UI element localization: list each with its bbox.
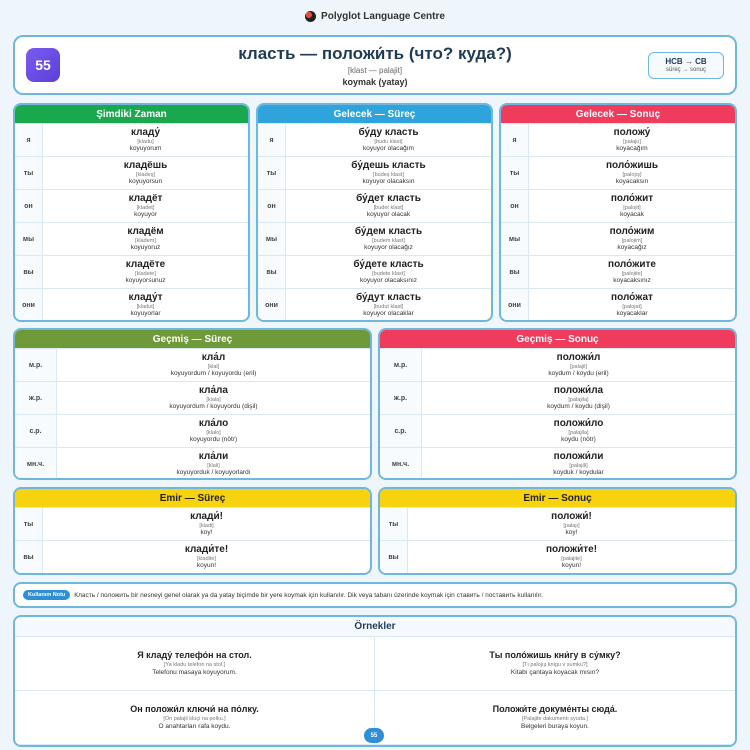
verb-form: клади́! [190, 511, 223, 523]
brand-name: Polyglot Language Centre [321, 11, 445, 22]
page-number: 55 [364, 728, 384, 743]
verb-form: бу́дут класть [355, 292, 422, 304]
conjugation-row [15, 348, 370, 381]
conjugation-row [15, 222, 248, 255]
conjugation-row [15, 189, 248, 222]
conjugation-cell [422, 415, 735, 447]
pronoun-label: с.р. [380, 415, 422, 447]
pronoun-label: ты [501, 157, 529, 189]
transliteration: [palajila] [568, 396, 589, 403]
verb-form: бу́ду класть [358, 127, 419, 139]
transliteration: [klalo] [206, 429, 221, 436]
conjugation-row [501, 123, 735, 156]
panel-imperative-result [378, 487, 737, 575]
translation: koyuyor olacaksın [362, 178, 415, 186]
translation: koyuyorum [129, 145, 162, 153]
example-transliteration: [Tı palojış knigu v sumku?] [522, 661, 588, 668]
pronoun-label: мы [501, 223, 529, 255]
translation: koyun! [561, 562, 582, 570]
aspect-pair: НСВ → СВ [665, 57, 707, 66]
transliteration: [palojite] [621, 270, 643, 277]
example-translation: Kitabı çantaya koyacak mısın? [510, 668, 600, 676]
panel-imperative-process [13, 487, 372, 575]
conjugation-row [15, 447, 370, 480]
conjugation-cell [422, 382, 735, 414]
example-translation: Telefonu masaya koyuyorum. [152, 668, 237, 676]
conjugation-row [380, 381, 735, 414]
translation: koyuyor olacaksınız [359, 277, 418, 285]
verb-meaning: koymak (yatay) [342, 77, 408, 87]
conjugation-row [258, 222, 491, 255]
transliteration: [palajil] [569, 363, 588, 370]
conjugation-row [380, 447, 735, 480]
pronoun-label: они [15, 289, 43, 321]
conjugation-cell [43, 541, 370, 573]
transliteration: [budete klast] [372, 270, 405, 277]
conjugation-cell [57, 448, 370, 480]
example-sentence: Я кладу́ телефо́н на стол. [137, 649, 252, 660]
example-item [15, 637, 375, 691]
conjugation-row [15, 414, 370, 447]
brand-logo-icon [305, 11, 316, 22]
pronoun-label: ты [380, 508, 408, 540]
conjugation-row [15, 381, 370, 414]
pronoun-label: с.р. [15, 415, 57, 447]
conjugation-row [258, 255, 491, 288]
usage-note [13, 582, 737, 608]
translation: koyuyordum / koyuyordu (dişil) [169, 403, 258, 411]
example-translation: Belgeleri buraya koyun. [521, 722, 589, 730]
example-transliteration: [Ya kladu telefon na stol.] [163, 661, 226, 668]
example-transliteration: [On palajil kluçi na polku.] [163, 715, 226, 722]
verb-form: клади́те! [184, 544, 229, 556]
lesson-number-badge: 55 [26, 48, 60, 82]
conjugation-cell [57, 349, 370, 381]
panel-past-process-title: Geçmiş — Süreç [15, 330, 370, 348]
translation: koydum / koydu (eril) [548, 370, 609, 378]
transliteration: [palojat] [622, 303, 642, 310]
panel-imperative-process-title: Emir — Süreç [15, 489, 370, 507]
transliteration: [palajı] [563, 522, 580, 529]
panel-present [13, 103, 250, 322]
conjugation-cell [286, 256, 491, 288]
conjugation-cell [43, 223, 248, 255]
transliteration: [kladet] [136, 204, 155, 211]
transliteration: [kladut] [136, 303, 155, 310]
translation: koy! [565, 529, 578, 537]
conjugation-row [15, 288, 248, 321]
transliteration: [palaju] [623, 138, 641, 145]
panel-past-process [13, 328, 372, 480]
conjugation-row [501, 222, 735, 255]
conjugation-row [15, 507, 370, 540]
translation: koyacaksın [615, 178, 649, 186]
verb-form: кла́ла [199, 385, 228, 397]
transliteration: [budeş klast] [373, 171, 404, 178]
transliteration: [palojim] [621, 237, 643, 244]
translation: koyacağım [616, 145, 648, 153]
pronoun-label: ж.р. [380, 382, 422, 414]
pronoun-label: мн.ч. [15, 448, 57, 480]
panel-future-process-title: Gelecek — Süreç [258, 105, 491, 123]
example-sentence: Положи́те докуме́нты сюда́. [492, 703, 618, 714]
translation: koyuyorsunuz [125, 277, 166, 285]
conjugation-row [501, 255, 735, 288]
pronoun-label: вы [15, 541, 43, 573]
transliteration: [kladite] [197, 555, 216, 562]
verb-title: класть — положи́ть (что? куда?) [238, 44, 512, 63]
conjugation-row [501, 189, 735, 222]
conjugation-row [15, 123, 248, 156]
verb-header [13, 35, 737, 95]
conjugation-cell [286, 190, 491, 222]
translation: koyuyordu (nötr) [189, 436, 238, 444]
conjugation-cell [286, 289, 491, 321]
conjugation-row [501, 288, 735, 321]
verb-form: кладу́т [128, 292, 163, 304]
verb-form: кла́ли [198, 451, 229, 463]
pronoun-label: я [15, 124, 43, 156]
conjugation-cell [43, 124, 248, 156]
transliteration: [kladu] [137, 138, 154, 145]
transliteration: [palojış] [622, 171, 642, 178]
pronoun-label: мы [258, 223, 286, 255]
pronoun-label: ты [15, 508, 43, 540]
conjugation-cell [422, 448, 735, 480]
verb-transliteration: [klast — palajit] [347, 66, 403, 75]
pronoun-label: вы [380, 541, 408, 573]
example-item [375, 691, 735, 745]
conjugation-cell [529, 190, 735, 222]
translation: koyacaklar [616, 310, 648, 318]
pronoun-label: вы [501, 256, 529, 288]
panel-past-result-title: Geçmiş — Sonuç [380, 330, 735, 348]
verb-form: поло́жит [610, 193, 654, 205]
conjugation-cell [422, 349, 735, 381]
panel-future-result [499, 103, 737, 322]
conjugation-cell [43, 190, 248, 222]
panel-present-title: Şimdiki Zaman [15, 105, 248, 123]
transliteration: [palajila] [568, 429, 589, 436]
conjugation-row [15, 156, 248, 189]
pronoun-label: он [258, 190, 286, 222]
conjugation-cell [529, 223, 735, 255]
pronoun-label: ж.р. [15, 382, 57, 414]
verb-form: бу́дет класть [356, 193, 421, 205]
translation: koyuyor [134, 211, 157, 219]
translation: koyuyor olacağım [363, 145, 414, 153]
conjugation-row [258, 156, 491, 189]
pronoun-label: я [258, 124, 286, 156]
brand [0, 11, 750, 22]
pronoun-label: вы [15, 256, 43, 288]
verb-form: кладёт [128, 193, 163, 205]
verb-form: поло́жишь [606, 160, 658, 172]
conjugation-cell [529, 256, 735, 288]
translation: koyuyorsun [128, 178, 163, 186]
verb-form: положи́ли [553, 451, 604, 463]
verb-form: бу́дете класть [353, 259, 424, 271]
conjugation-cell [57, 382, 370, 414]
conjugation-row [380, 540, 735, 573]
transliteration: [kladeş] [136, 171, 155, 178]
aspect-badge [648, 52, 724, 79]
usage-note-badge: Kullanım Notu [23, 590, 70, 600]
conjugation-row [258, 189, 491, 222]
translation: koyuyordum / koyuyordu (eril) [170, 370, 257, 378]
panel-future-process [256, 103, 493, 322]
translation: koydum / koydu (dişil) [547, 403, 610, 411]
pronoun-label: ты [258, 157, 286, 189]
transliteration: [klala] [206, 396, 221, 403]
verb-form: поло́жим [609, 226, 655, 238]
translation: koyacağız [617, 244, 647, 252]
example-sentence: Ты поло́жишь кни́гу в су́мку? [489, 649, 621, 660]
translation: koyacak [620, 211, 644, 219]
transliteration: [klal] [207, 363, 220, 370]
conjugation-row [380, 414, 735, 447]
verb-form: бу́дем класть [354, 226, 423, 238]
conjugation-cell [529, 157, 735, 189]
pronoun-label: он [15, 190, 43, 222]
verb-form: кла́л [201, 352, 226, 364]
conjugation-cell [408, 541, 735, 573]
transliteration: [budu klast] [374, 138, 403, 145]
conjugation-row [15, 540, 370, 573]
verb-form: поло́жите [608, 259, 656, 271]
conjugation-row [501, 156, 735, 189]
conjugation-cell [43, 508, 370, 540]
example-item [375, 637, 735, 691]
translation: koyun! [196, 562, 217, 570]
translation: koyuyor olacaklar [363, 310, 414, 318]
conjugation-cell [43, 256, 248, 288]
panel-imperative-result-title: Emir — Sonuç [380, 489, 735, 507]
verb-form: кладёшь [123, 160, 168, 172]
transliteration: [palajite] [561, 555, 582, 562]
verb-form: поло́жат [611, 292, 653, 304]
verb-form: кладу́ [130, 127, 161, 139]
transliteration: [palajili] [569, 462, 588, 469]
verb-form: кладёте [125, 259, 166, 271]
verb-form: кла́ло [198, 418, 229, 430]
panel-past-result [378, 328, 737, 480]
transliteration: [budem klast] [372, 237, 405, 244]
transliteration: [klali] [207, 462, 220, 469]
transliteration: [budut klast] [373, 303, 404, 310]
pronoun-label: он [501, 190, 529, 222]
pronoun-label: я [501, 124, 529, 156]
verb-form: положи́ло [553, 418, 604, 430]
pronoun-label: м.р. [15, 349, 57, 381]
example-item [15, 691, 375, 745]
pronoun-label: мы [15, 223, 43, 255]
translation: koyduk / koydular [553, 469, 604, 477]
conjugation-cell [529, 124, 735, 156]
verb-form: положу́ [613, 127, 651, 139]
pronoun-label: ты [15, 157, 43, 189]
example-sentence: Он положи́л ключи́ на по́лку. [130, 703, 259, 714]
translation: koyuyor olacak [366, 211, 411, 219]
example-transliteration: [Palajite dakumentı syuda.] [521, 715, 589, 722]
conjugation-cell [408, 508, 735, 540]
transliteration: [kladi] [199, 522, 214, 529]
pronoun-label: они [501, 289, 529, 321]
conjugation-row [380, 348, 735, 381]
verb-form: положи́л [556, 352, 601, 364]
transliteration: [kladete] [135, 270, 156, 277]
conjugation-cell [43, 289, 248, 321]
aspect-description: süreç → sonuç [665, 67, 707, 73]
verb-form: положи́! [551, 511, 592, 523]
verb-form: кладём [127, 226, 164, 238]
conjugation-cell [57, 415, 370, 447]
conjugation-cell [43, 157, 248, 189]
translation: koy! [200, 529, 213, 537]
verb-form: положи́ла [553, 385, 604, 397]
usage-note-text: Класть / положить bir nesneyi genel olarak ya da yatay biçimde bir yere koymak için kullanılır. Dik veya tabanı üzerinde koymak için ставить / поставить kullanılır. [74, 591, 544, 599]
conjugation-cell [286, 223, 491, 255]
panel-future-result-title: Gelecek — Sonuç [501, 105, 735, 123]
conjugation-row [15, 255, 248, 288]
transliteration: [palojit] [623, 204, 641, 211]
conjugation-cell [286, 124, 491, 156]
translation: koyacaksınız [613, 277, 651, 285]
translation: koyuyor olacağız [364, 244, 413, 252]
conjugation-cell [529, 289, 735, 321]
pronoun-label: они [258, 289, 286, 321]
translation: koyuyoruz [130, 244, 161, 252]
verb-form: положи́те! [545, 544, 598, 556]
examples-title: Örnekler [15, 617, 735, 637]
pronoun-label: вы [258, 256, 286, 288]
translation: koyuyorlar [130, 310, 161, 318]
translation: koyuyorduk / koyuyorlardı [176, 469, 251, 477]
transliteration: [budet klast] [373, 204, 404, 211]
verb-form: бу́дешь класть [351, 160, 426, 172]
example-translation: O anahtarları rafa koydu. [158, 722, 231, 730]
translation: koydu (nötr) [561, 436, 596, 444]
pronoun-label: м.р. [380, 349, 422, 381]
transliteration: [kladem] [135, 237, 156, 244]
pronoun-label: мн.ч. [380, 448, 422, 480]
conjugation-row [258, 123, 491, 156]
conjugation-row [380, 507, 735, 540]
conjugation-cell [286, 157, 491, 189]
conjugation-row [258, 288, 491, 321]
